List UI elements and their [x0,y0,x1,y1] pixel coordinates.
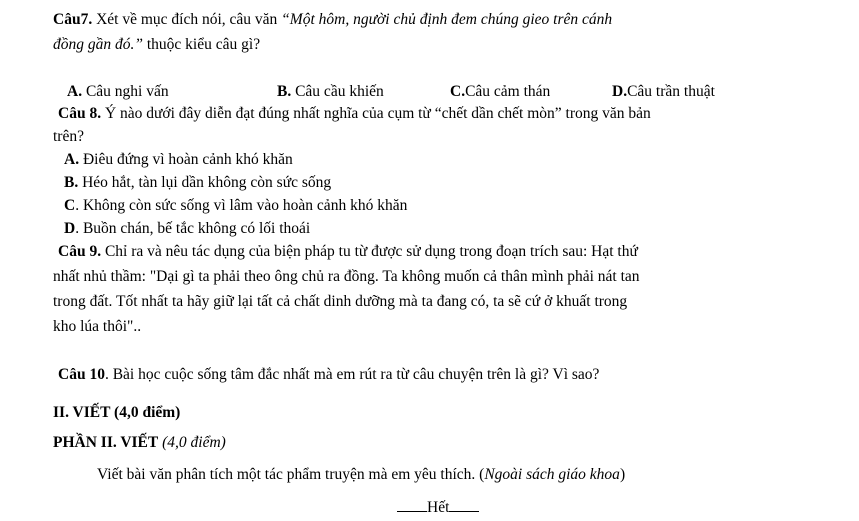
prompt-text: Viết bài văn phân tích một tác phẩm truyện mà em yêu thích. ( [97,466,485,483]
q7-label: Câu7. [53,11,93,28]
q7-option-a [67,82,169,102]
q7-option-d-text: Câu trần thuật [627,83,715,100]
end-blank-left [397,497,427,512]
q9-text-4: kho lúa thôi".. [53,318,142,335]
q8-option-d-letter: D [64,220,76,237]
q8-label: Câu 8. [58,105,102,122]
part-points: (4,0 điểm) [158,434,226,451]
q7-option-a-letter: A. [67,83,83,100]
q7-line-1 [53,10,612,30]
q8-option-b-letter: B. [64,174,79,191]
q9-label: Câu 9. [58,243,102,260]
q9-line-3 [53,292,627,312]
q7-text: Xét về mục đích nói, câu văn [92,11,282,28]
q7-option-d-letter: D. [612,83,628,100]
prompt-italic: Ngoài sách giáo khoa [484,466,620,483]
q7-option-a-text: Câu nghi vấn [82,83,169,100]
q8-option-b [64,173,331,193]
q9-text-1: Chỉ ra và nêu tác dụng của biện pháp tu từ được sử dụng trong đoạn trích sau: Hạt thứ [101,243,638,260]
q7-option-c [450,82,550,102]
end-marker [397,497,479,518]
q7-quote-2: đồng gần đó.” [53,36,143,53]
q9-text-2: nhất nhủ thầm: "Dại gì ta phải theo ông chủ ra đồng. Ta không muốn cả thân mình phải nát tan [53,268,640,285]
q8-text-2: trên? [53,128,84,145]
prompt-close: ) [619,466,626,483]
q7-option-c-text: Câu cảm thán [465,83,551,100]
q9-line-4 [53,317,141,337]
q7-option-b-text: Câu cầu khiến [291,83,384,100]
q8-text-1: Ý nào dưới đây diễn đạt đúng nhất nghĩa của cụm từ “chết dần chết mòn” trong văn bản [101,105,651,122]
end-blank-right [449,497,479,512]
q7-option-b [277,82,384,102]
q7-option-b-letter: B. [277,83,292,100]
q9-line-1 [58,242,638,262]
end-text: Hết [427,499,450,516]
q10-text: . Bài học cuộc sống tâm đắc nhất mà em rút ra từ câu chuyện trên là gì? Vì sao? [104,366,600,383]
q7-option-d [612,82,715,102]
q8-option-a [64,150,293,170]
q8-option-d-text: . Buồn chán, bế tắc không có lối thoái [75,220,311,237]
section-heading-text: II. VIẾT (4,0 điểm) [53,404,181,421]
q9-line-2 [53,267,640,287]
q8-option-c [64,196,407,216]
q7-option-c-letter: C. [450,83,466,100]
q7-line-2 [53,35,260,55]
q8-option-c-letter: C [64,197,76,214]
q8-line-2 [53,127,84,147]
q8-option-a-letter: A. [64,151,80,168]
q10-label: Câu 10 [58,366,105,383]
section-heading [53,403,180,423]
q8-option-c-text: . Không còn sức sống vì lâm vào hoàn cảnh khó khăn [75,197,408,214]
q7-quote-1: “Một hôm, người chủ định đem chúng gieo trên cánh [281,11,613,28]
q8-option-a-text: Điêu đứng vì hoàn cảnh khó khăn [79,151,293,168]
part-heading [53,433,226,453]
q8-option-d [64,219,310,239]
q8-line-1 [58,104,651,124]
q8-option-b-text: Héo hắt, tàn lụi dần không còn sức sống [78,174,332,191]
q10-line [58,365,599,385]
q7-text-b: thuộc kiểu câu gì? [143,36,261,53]
part-label: PHẦN II. VIẾT [53,434,159,451]
q9-text-3: trong đất. Tốt nhất ta hãy giữ lại tất cả chất dinh dưỡng mà ta đang có, ta sẽ cứ ở khuất trong [53,293,628,310]
writing-prompt [97,465,625,485]
